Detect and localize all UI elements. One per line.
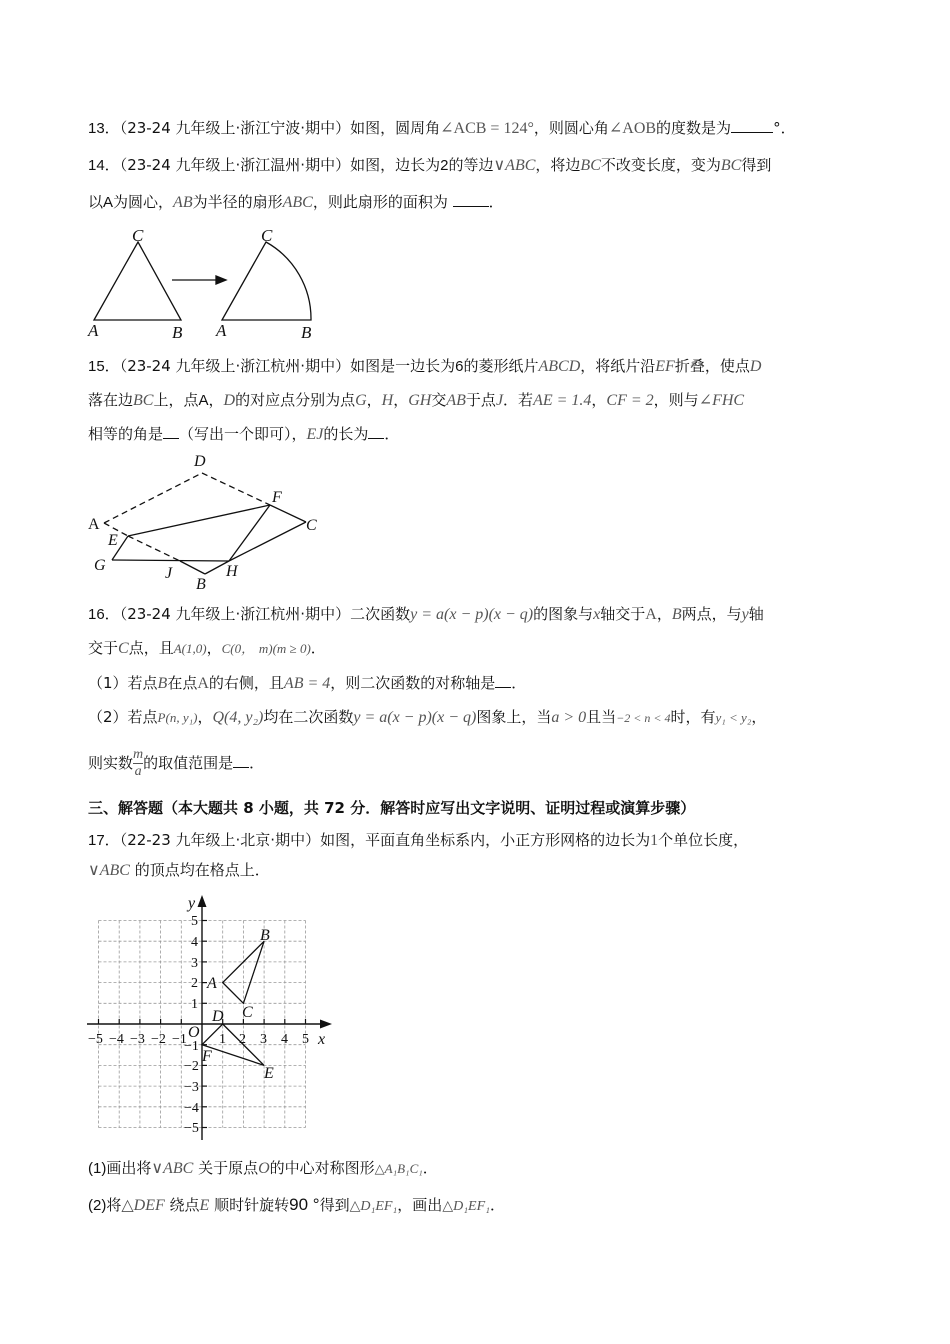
number: 6	[455, 358, 464, 375]
sector-shape	[222, 242, 311, 320]
question-17-part1	[88, 1158, 438, 1179]
math-expression: a > 0	[551, 709, 587, 726]
label-c: C	[132, 226, 144, 245]
question-text: 个单位长度，	[658, 831, 749, 849]
question-text: 得到	[741, 156, 772, 174]
part-label: (1)画出将	[88, 1160, 152, 1177]
svg-text:4: 4	[281, 1032, 288, 1047]
svg-text:−4: −4	[184, 1101, 199, 1116]
answer-blank[interactable]	[453, 192, 489, 207]
math-expression: H	[381, 392, 394, 409]
part-label: （1）若点	[88, 674, 158, 692]
svg-text:−1: −1	[172, 1032, 187, 1047]
question-text: 的顶点均在格点上．	[134, 861, 270, 879]
svg-text:1: 1	[219, 1032, 226, 1047]
question-text: 以	[88, 193, 104, 211]
number: 90 °	[289, 1195, 320, 1214]
question-16	[88, 604, 764, 625]
question-text: 的长为	[323, 425, 369, 443]
y-axis-label: y	[188, 895, 196, 912]
svg-text:−3: −3	[130, 1032, 145, 1047]
question-number: 13．	[88, 120, 120, 137]
question-text: （写出一个即可），	[179, 425, 307, 443]
question-text: ，则与	[653, 391, 699, 409]
answer-blank[interactable]	[163, 424, 179, 439]
label-a: A	[216, 321, 227, 340]
label-j: J	[165, 565, 173, 582]
math-expression: ∨ABC	[151, 1160, 194, 1177]
svg-text:1: 1	[191, 997, 198, 1012]
label-a: A	[88, 516, 100, 533]
question-text: 的图象与	[533, 605, 594, 623]
edge-fc	[270, 505, 306, 522]
fold-line-ef	[128, 505, 270, 536]
svg-text:−5: −5	[88, 1032, 103, 1047]
math-expression: △DEF	[121, 1197, 165, 1214]
question-text: 如图是一边长为	[350, 357, 456, 375]
question-13	[88, 118, 796, 139]
math-expression: y₁ < y₂	[715, 710, 752, 725]
question-source: （23-24 九年级上·浙江宁波·期中）	[119, 119, 351, 137]
question-text: ，将纸片沿	[580, 357, 656, 375]
math-expression: EF	[655, 358, 675, 375]
fraction-numerator: m	[133, 747, 144, 762]
math-expression: G	[355, 392, 367, 409]
question-15	[88, 356, 761, 377]
svg-text:2: 2	[191, 976, 198, 991]
question-text: 的对应点分别为点	[235, 391, 356, 409]
question-text: 则实数	[88, 754, 134, 772]
question-number: 15．	[88, 358, 120, 375]
question-text: 为半径的扇形	[192, 193, 283, 211]
question-text: 为圆心，	[113, 193, 174, 211]
question-text: 轴交于	[600, 605, 646, 623]
question-source: （22-23 九年级上·北京·期中）	[119, 831, 321, 849]
svg-text:−1: −1	[184, 1039, 199, 1054]
part-label: （2）若点	[88, 708, 158, 726]
math-expression: GH	[408, 392, 432, 409]
question-number: 14．	[88, 157, 120, 174]
question-text: 于点	[465, 391, 496, 409]
math-expression: ∨ABC	[493, 157, 536, 174]
math-expression: △D₁EF₁	[442, 1199, 491, 1214]
question-text: 得到	[319, 1196, 350, 1214]
dashed-original-edges	[104, 473, 270, 561]
svg-text:4: 4	[191, 935, 198, 950]
question-text: ，	[393, 391, 409, 409]
question-text: ．若	[503, 391, 534, 409]
math-expression: D	[749, 358, 762, 375]
question-text: 交于	[88, 639, 119, 657]
math-expression: A	[197, 675, 209, 692]
math-expression: D	[223, 392, 236, 409]
edge-gh	[112, 560, 229, 561]
math-expression: A(1,0)	[173, 641, 207, 656]
math-expression: x	[593, 606, 601, 623]
math-expression: △A₁B₁C₁	[374, 1161, 423, 1176]
question-text: 轴	[748, 605, 764, 623]
arrow-head-icon	[216, 276, 226, 284]
question-text: ．	[422, 1159, 438, 1177]
math-expression: △D₁EF₁	[349, 1199, 398, 1214]
question-text: 的等边	[448, 156, 494, 174]
question-text: 落在边	[88, 391, 134, 409]
math-expression: ∨ABC	[88, 862, 130, 879]
svg-text:5: 5	[191, 914, 198, 929]
label-a: A	[207, 975, 217, 992]
question-text: 如图，平面直角坐标系内，小正方形网格的边长为	[320, 831, 651, 849]
label-f: F	[202, 1048, 212, 1065]
question-source: （23-24 九年级上·浙江温州·期中）	[119, 156, 351, 174]
math-expression: ∠AOB	[608, 120, 657, 137]
answer-blank[interactable]	[731, 118, 773, 133]
question-text: 的菱形纸片	[463, 357, 539, 375]
question-text: 时，有	[670, 708, 716, 726]
question-text: 如图，边长为	[350, 156, 441, 174]
x-axis-arrow-icon	[320, 1020, 332, 1029]
question-text: 的度数是为	[656, 119, 732, 137]
label-c: C	[261, 226, 273, 245]
question-17	[88, 830, 748, 851]
math-expression: A	[645, 606, 657, 623]
question-text: ，	[208, 391, 224, 409]
question-16-part1	[88, 673, 526, 694]
question-text: 的中心对称图形	[269, 1159, 375, 1177]
math-expression: AB	[173, 194, 193, 211]
label-b: B	[260, 927, 270, 944]
question-text: ，将边	[535, 156, 581, 174]
point-label: A	[198, 392, 209, 409]
label-c: C	[242, 1004, 253, 1021]
question-text: 在点	[167, 674, 198, 692]
question-text: ．	[310, 639, 326, 657]
question-text: ，则此扇形的面积为	[312, 193, 448, 211]
equilateral-triangle	[94, 242, 181, 320]
math-expression: BC	[133, 392, 154, 409]
question-text: 点，且	[128, 639, 174, 657]
point-labels	[186, 895, 325, 1082]
question-text: 交	[431, 391, 447, 409]
answer-blank[interactable]	[368, 424, 384, 439]
fraction-m-over-a	[133, 748, 143, 779]
question-text: 不改变长度，变为	[600, 156, 721, 174]
math-expression: C	[118, 640, 129, 657]
question-text: 且当	[586, 708, 617, 726]
question-16-line2	[88, 638, 326, 659]
edge-jb	[180, 561, 205, 574]
label-e: E	[264, 1065, 274, 1082]
question-text: ，	[591, 391, 607, 409]
question-text: ，画出	[397, 1196, 443, 1214]
math-expression: P(n, y₁)	[157, 710, 198, 725]
question-number: 16．	[88, 606, 120, 623]
math-expression: y = a(x − p)(x − q)	[353, 709, 477, 726]
math-expression: AB	[446, 392, 466, 409]
coordinate-grid-figure	[80, 885, 340, 1150]
question-17-part2	[88, 1195, 505, 1217]
math-expression: EJ	[306, 426, 324, 443]
q15-figure	[80, 450, 340, 592]
label-b: B	[301, 323, 312, 342]
math-expression: AB = 4	[283, 675, 331, 692]
answer-blank[interactable]	[233, 753, 249, 768]
math-expression: Q(4, y₂)	[212, 709, 264, 726]
question-text: °．	[773, 119, 796, 137]
label-b: B	[172, 323, 183, 342]
question-text: ，	[751, 708, 767, 726]
answer-blank[interactable]	[495, 673, 511, 688]
math-expression: BC	[580, 157, 601, 174]
question-text: ．	[249, 754, 265, 772]
question-text: ，	[656, 605, 672, 623]
question-text: 关于原点	[198, 1159, 259, 1177]
question-text: ，	[206, 639, 222, 657]
question-text: ，	[197, 708, 213, 726]
question-text: ．	[511, 674, 527, 692]
label-g: G	[94, 557, 106, 574]
math-expression: ∠ACB = 124°	[440, 120, 534, 137]
question-source: （23-24 九年级上·浙江杭州·期中）	[119, 357, 351, 375]
svg-text:−2: −2	[151, 1032, 166, 1047]
question-text: 二次函数	[350, 605, 411, 623]
math-expression: ∠FHC	[698, 392, 745, 409]
math-expression: 1	[650, 832, 659, 849]
math-expression: J	[495, 392, 504, 409]
svg-text:3: 3	[260, 1032, 267, 1047]
x-axis-label: x	[318, 1031, 326, 1048]
question-text: 的右侧，且	[208, 674, 284, 692]
math-expression: B	[157, 675, 168, 692]
svg-text:−4: −4	[109, 1032, 124, 1047]
number: 2	[440, 157, 449, 174]
question-text: 折叠，使点	[674, 357, 750, 375]
question-text: 均在二次函数	[263, 708, 354, 726]
math-expression: ABC	[282, 194, 313, 211]
question-text: ，	[366, 391, 382, 409]
math-expression: CF = 2	[606, 392, 654, 409]
edge-hf	[229, 505, 270, 561]
question-14	[88, 155, 771, 176]
svg-text:5: 5	[302, 1032, 309, 1047]
label-d: D	[212, 1008, 224, 1025]
math-expression: O	[258, 1160, 270, 1177]
question-text: ．	[488, 193, 504, 211]
question-text: ．	[384, 425, 400, 443]
question-text: 绕点	[169, 1196, 200, 1214]
section-heading: 三、解答题（本大题共 8 小题，共 72 分．解答时应写出文字说明、证明过程或演算步骤）	[88, 799, 696, 817]
question-text: 如图，圆周角	[350, 119, 441, 137]
math-expression: −2 < n < 4	[616, 711, 671, 725]
question-text: 图象上，当	[476, 708, 552, 726]
svg-text:3: 3	[191, 956, 198, 971]
math-expression: AE = 1.4	[533, 392, 592, 409]
question-text: 顺时针旋转	[214, 1196, 290, 1214]
math-arc-expression: BC	[720, 157, 742, 174]
question-text: ．	[490, 1196, 506, 1214]
question-number: 17．	[88, 832, 120, 849]
question-16-part2	[88, 707, 766, 728]
math-expression: m)(m ≥ 0)	[258, 641, 311, 656]
origin-label: O	[188, 1024, 200, 1041]
question-text: 两点，与	[681, 605, 742, 623]
question-text: 相等的角是	[88, 425, 164, 443]
math-expression: y = a(x − p)(x − q)	[410, 606, 534, 623]
math-expression: B	[671, 606, 682, 623]
math-expression: E	[199, 1197, 210, 1214]
label-e: E	[108, 532, 118, 549]
y-axis-arrow-icon	[198, 895, 207, 907]
question-15-line3	[88, 424, 399, 445]
question-16-part2-line2	[88, 748, 264, 779]
label-c: C	[306, 517, 317, 534]
question-text: 的取值范围是	[143, 754, 234, 772]
math-expression: C(0，	[221, 641, 255, 656]
svg-text:2: 2	[239, 1032, 246, 1047]
math-expression: y	[741, 606, 749, 623]
svg-text:−3: −3	[184, 1080, 199, 1095]
fraction-denominator: a	[134, 764, 142, 779]
svg-text:−5: −5	[184, 1121, 199, 1136]
question-text: ，则二次函数的对称轴是	[330, 674, 496, 692]
question-source: （23-24 九年级上·浙江杭州·期中）	[119, 605, 351, 623]
point-label: A	[103, 194, 114, 211]
part-label: (2)将	[88, 1197, 122, 1214]
label-a: A	[88, 321, 99, 340]
question-15-line2	[88, 390, 744, 411]
q14-figure	[80, 222, 340, 344]
question-text: ，则圆心角	[533, 119, 609, 137]
label-b: B	[196, 576, 206, 592]
question-17-line2	[88, 860, 270, 881]
edge-ch	[229, 522, 306, 561]
math-expression: ABCD	[538, 358, 581, 375]
svg-text:−2: −2	[184, 1059, 199, 1074]
label-d: D	[194, 453, 206, 470]
label-h: H	[226, 563, 238, 580]
question-text: 上，点	[153, 391, 199, 409]
question-14-line2	[88, 192, 504, 213]
label-f: F	[272, 489, 282, 506]
